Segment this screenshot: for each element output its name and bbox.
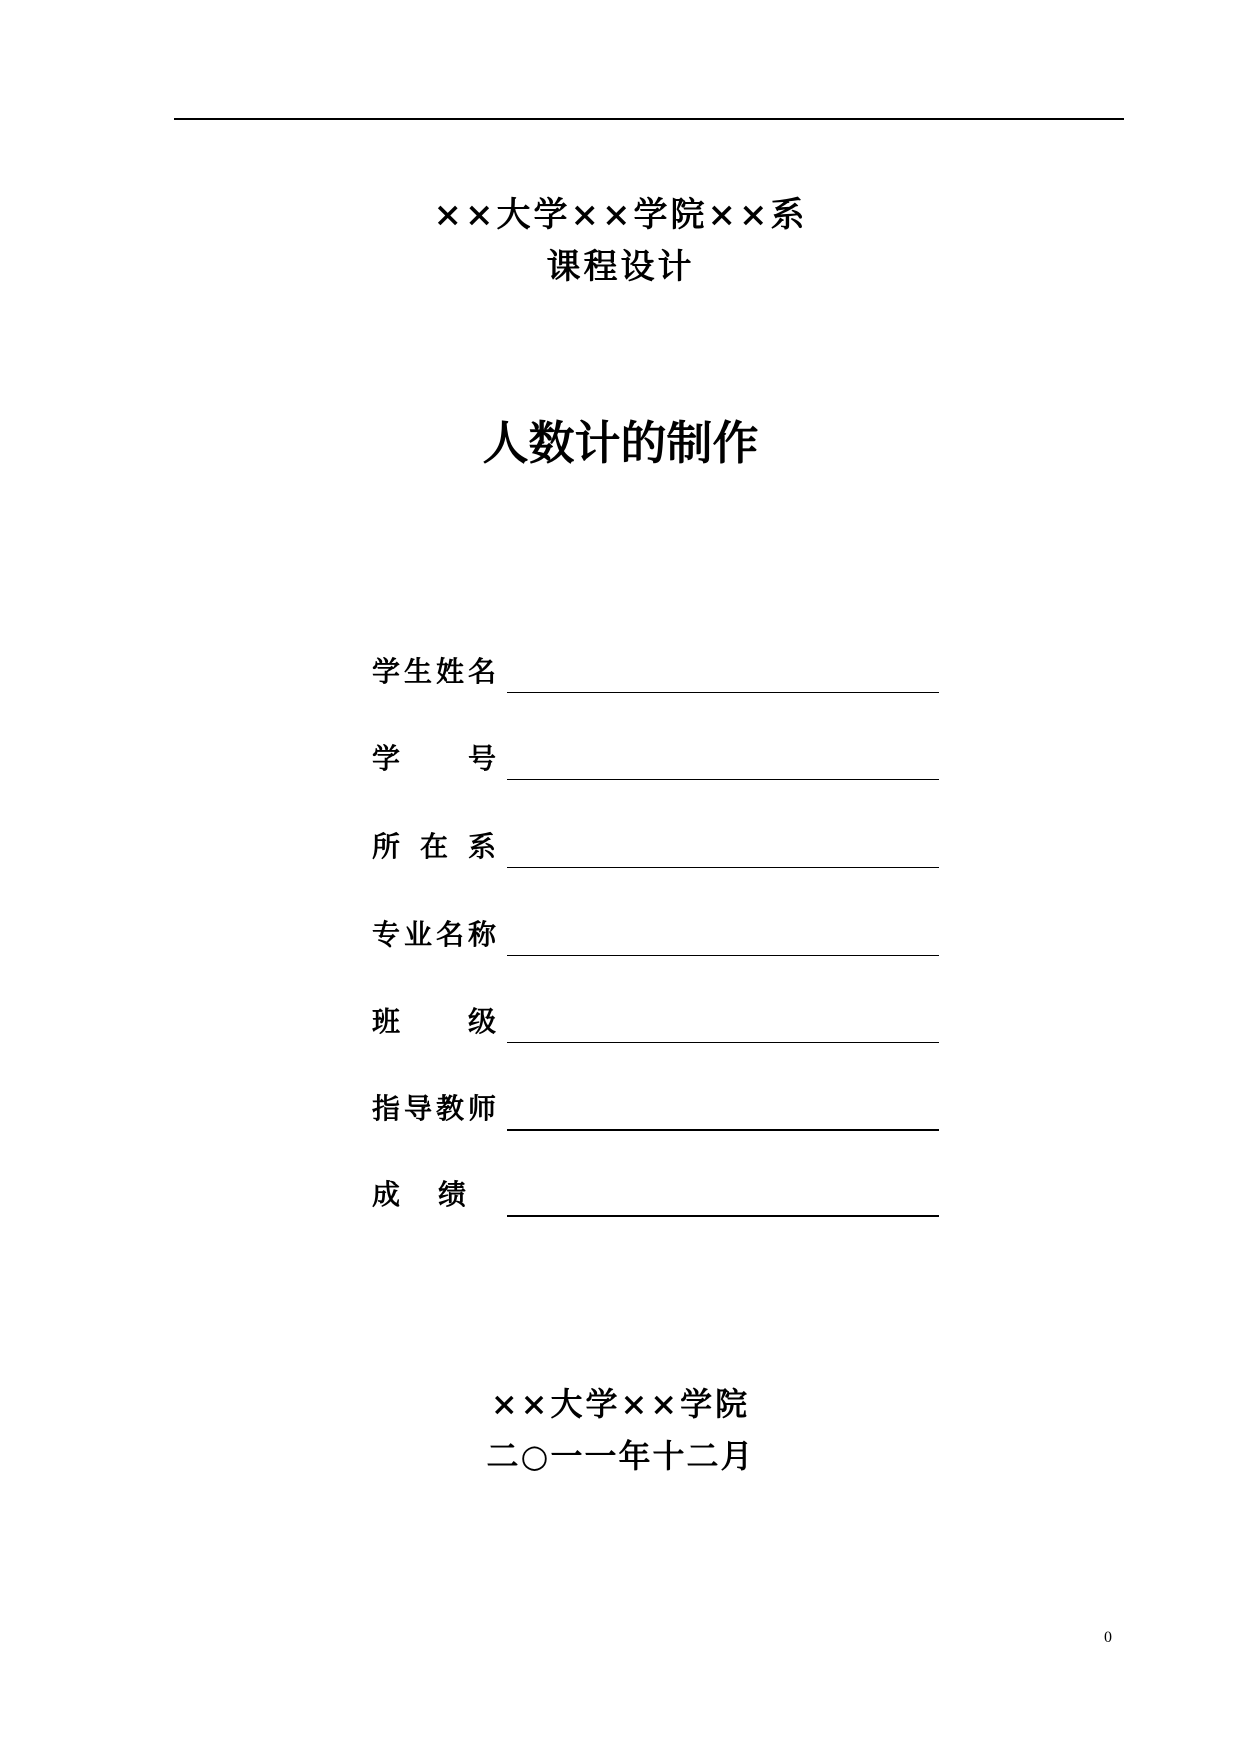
form-row-major: [372, 911, 942, 961]
major-field[interactable]: [507, 955, 939, 956]
course-design-line: 课程设计: [546, 247, 695, 287]
document-title: 人数计的制作: [482, 416, 759, 470]
page-number: 0: [1104, 1629, 1112, 1646]
student-id-field[interactable]: [507, 779, 939, 780]
student-id-label: 学 号: [372, 742, 496, 775]
university-department-line: ××大学××学院××系: [433, 195, 808, 235]
student-name-label: 学 生 姓 名: [372, 655, 496, 688]
form-row-advisor: [372, 1085, 942, 1135]
footer-date: 二○一一年十二月: [486, 1437, 755, 1475]
grade-field[interactable]: [507, 1215, 939, 1217]
student-name-field[interactable]: [507, 692, 939, 693]
footer-institution: ××大学××学院: [490, 1385, 751, 1423]
class-field[interactable]: [507, 1042, 939, 1043]
header-rule: [174, 118, 1124, 120]
form-row-class: [372, 998, 942, 1048]
form-row-grade: [372, 1171, 942, 1221]
department-label: 所 在 系: [372, 830, 496, 863]
form-row-student-name: [372, 648, 942, 698]
grade-label: 成 绩: [372, 1178, 467, 1211]
major-label: 专 业 名 称: [372, 918, 496, 951]
advisor-field[interactable]: [507, 1129, 939, 1131]
advisor-label: 指 导 教 师: [372, 1092, 496, 1125]
form-row-student-id: [372, 735, 942, 785]
form-row-department: [372, 823, 942, 873]
department-field[interactable]: [507, 867, 939, 868]
class-label: 班 级: [372, 1005, 496, 1038]
